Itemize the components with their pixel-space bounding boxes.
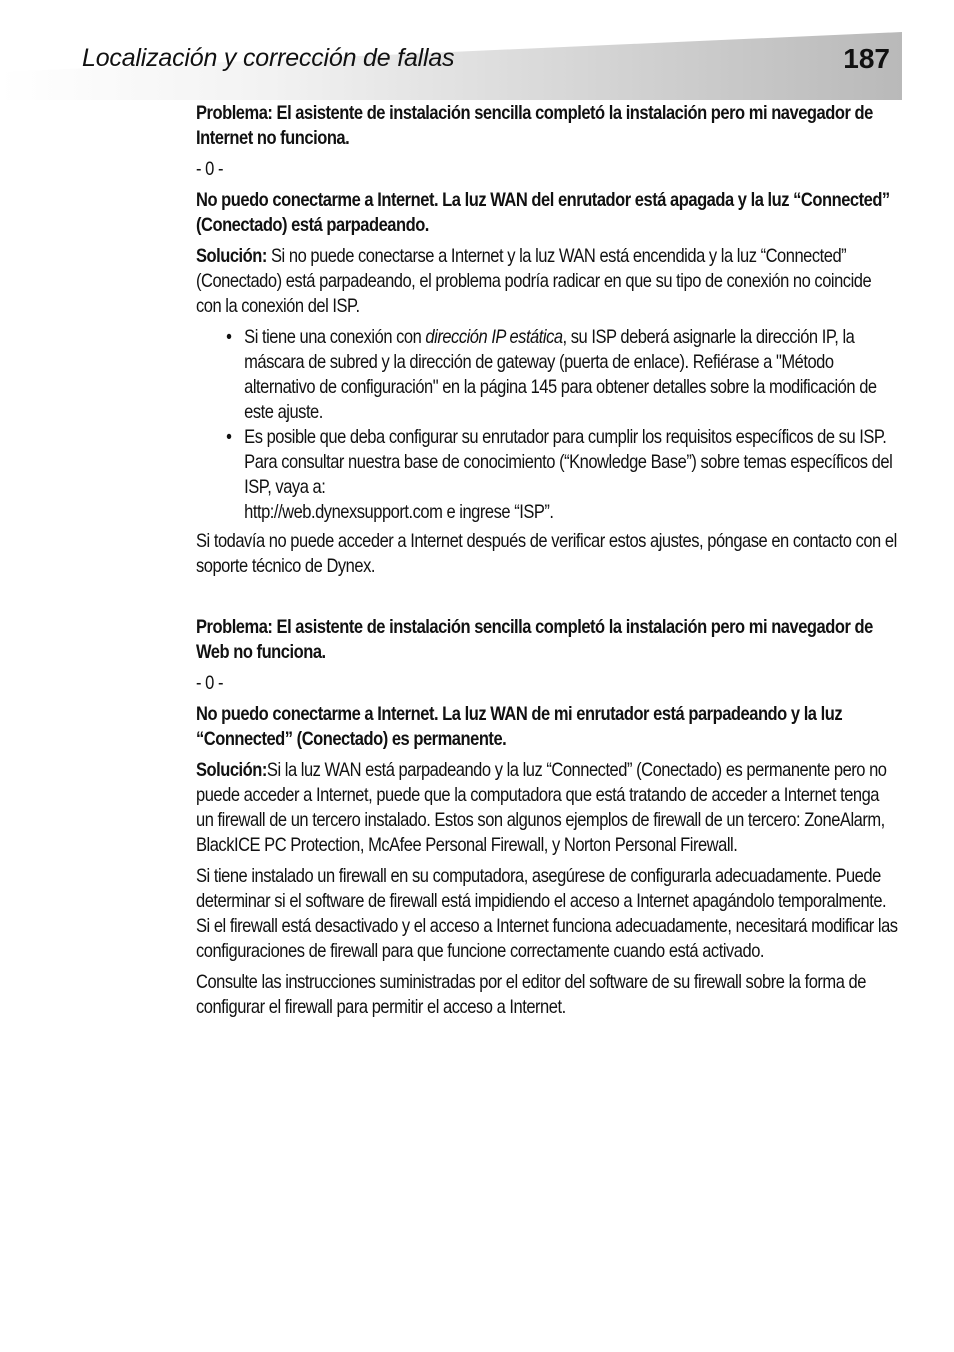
support-url-link[interactable]: http://web.dynexsupport.com e ingrese “ISP”. <box>244 502 554 523</box>
firewall-paragraph: Si tiene instalado un firewall en su computadora, asegúrese de configurarla adecuadamente. Puede determinar si el software de firewall está impidiendo el acceso a Internet apagándolo temporalmente. Si el firewall está desactivado y el acceso a Internet funciona adecuadamente, necesitará modificar las configuraciones de firewall para que funcione correctamente cuando está activado. <box>196 866 898 962</box>
bullet-emphasis: dirección IP estática <box>425 327 563 348</box>
instructions-paragraph: Consulte las instrucciones suministradas por el editor del software de su firewall sobre la forma de configurar el firewall para permitir el acceso a Internet. <box>196 972 866 1018</box>
bullet-icon: • <box>226 327 232 348</box>
solution-label-1: Solución: <box>196 246 267 267</box>
bullet-icon: • <box>226 427 232 448</box>
solution-paragraph-1 <box>196 244 899 319</box>
bullet-list <box>196 325 899 525</box>
solution-paragraph-2 <box>196 758 899 858</box>
solution-text-1: Si no puede conectarse a Internet y la luz WAN está encendida y la luz “Connected” (Conectado) está parpadeando, el problema podría radicar en que su tipo de conexión no coincide con la conexión del ISP. <box>196 246 872 317</box>
running-header-title: Localización y corrección de fallas <box>82 44 455 72</box>
solution-label-2: Solución: <box>196 760 267 781</box>
separator-dash-2: - 0 - <box>196 673 223 694</box>
issue-heading-1: No puedo conectarme a Internet. La luz WAN del enrutador está apagada y la luz “Connected” (Conectado) está parpadeando. <box>196 190 890 236</box>
page-number: 187 <box>843 43 890 74</box>
bullet-text: Si tiene una conexión con <box>244 327 426 348</box>
separator-dash-1: - 0 - <box>196 159 223 180</box>
bullet-item-static-ip <box>226 325 899 425</box>
page-body <box>196 101 899 1026</box>
solution-text-2: Si la luz WAN está parpadeando y la luz “Connected” (Conectado) es permanente pero no puede acceder a Internet, puede que la computadora que está tratando de acceder a Internet tenga un firewall de un tercero instalado. Estos son algunos ejemplos de firewall de un tercero: ZoneAlarm, BlackICE PC Protection, McAfee Personal Firewall, y Norton Personal Firewall. <box>196 760 887 856</box>
bullet-text: Es posible que deba configurar su enrutador para cumplir los requisitos específicos de su ISP. Para consultar nuestra base de conocimiento (“Knowledge Base”) sobre temas específicos del ISP, vaya a: <box>244 427 893 498</box>
issue-heading-2: No puedo conectarme a Internet. La luz WAN de mi enrutador está parpadeando y la luz “Connected” (Conectado) es permanente. <box>196 704 843 750</box>
bullet-text-continued: , su ISP deberá asignarle la dirección IP, la máscara de subred y la dirección de gateway (puerta de enlace). Refiérase a "Método alternativo de configuración" en la página 145 para obtener detalles sobre la modificación de este ajuste. <box>244 327 877 423</box>
problem-heading-1: Problema: El asistente de instalación sencilla completó la instalación pero mi navegador de Internet no funciona. <box>196 103 873 149</box>
bullet-item-isp-config <box>226 425 899 525</box>
problem-heading-2: Problema: El asistente de instalación sencilla completó la instalación pero mi navegador de Web no funciona. <box>196 617 873 663</box>
section-gap <box>196 585 899 615</box>
closing-paragraph-1: Si todavía no puede acceder a Internet después de verificar estos ajustes, póngase en contacto con el soporte técnico de Dynex. <box>196 531 897 577</box>
